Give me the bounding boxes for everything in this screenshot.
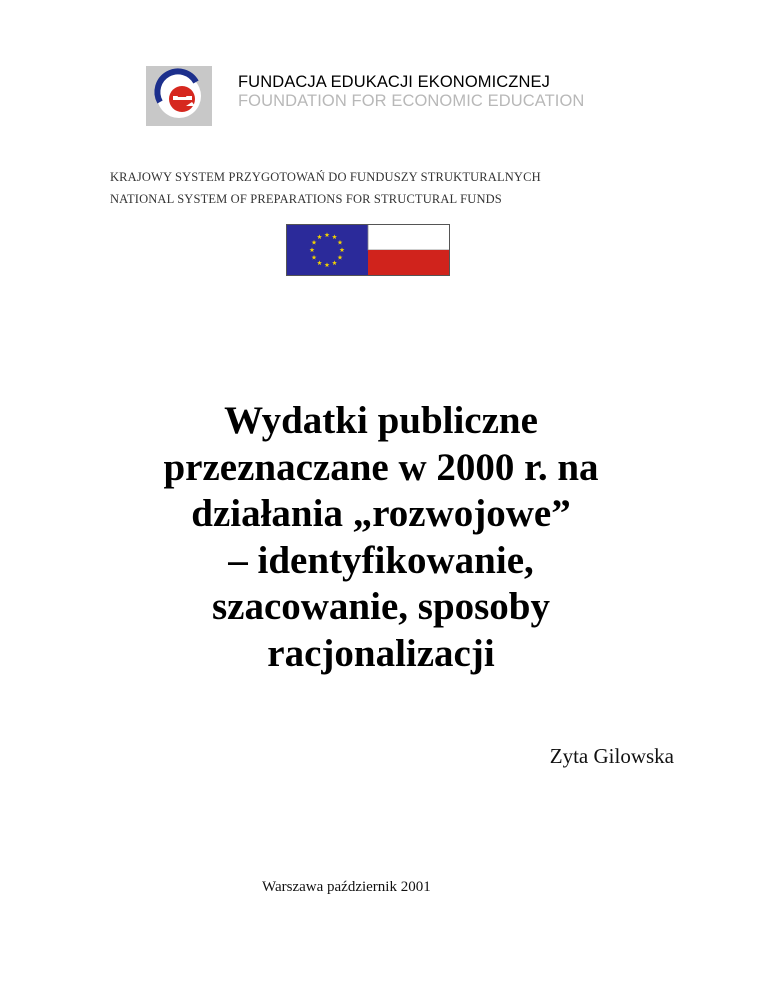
org-name-pl: FUNDACJA EDUKACJI EKONOMICZNEJ [238,73,550,91]
program-name-pl: KRAJOWY SYSTEM PRZYGOTOWAŃ DO FUNDUSZY STRUKTURALNYCH [110,170,541,184]
program-name-en: NATIONAL SYSTEM OF PREPARATIONS FOR STRUCTURAL FUNDS [110,192,502,206]
author-name: Zyta Gilowska [549,744,674,768]
eu-flag-icon [286,224,368,276]
title-line: szacowanie, sposoby [211,585,551,628]
org-name-en: FOUNDATION FOR ECONOMIC EDUCATION [238,92,585,110]
title-line: racjonalizacji [267,631,495,675]
title-line: – identyfikowanie, [228,538,534,582]
foundation-logo-icon [146,66,212,126]
flags-banner [286,224,450,276]
title-line: działania „rozwojowe” [191,492,571,535]
place-and-date: Warszawa październik 2001 [262,879,431,895]
document-title [60,398,702,677]
title-line: Wydatki publiczne [224,399,538,442]
title-line: przeznaczane w 2000 r. na [163,445,599,489]
polish-flag-icon [368,224,450,276]
